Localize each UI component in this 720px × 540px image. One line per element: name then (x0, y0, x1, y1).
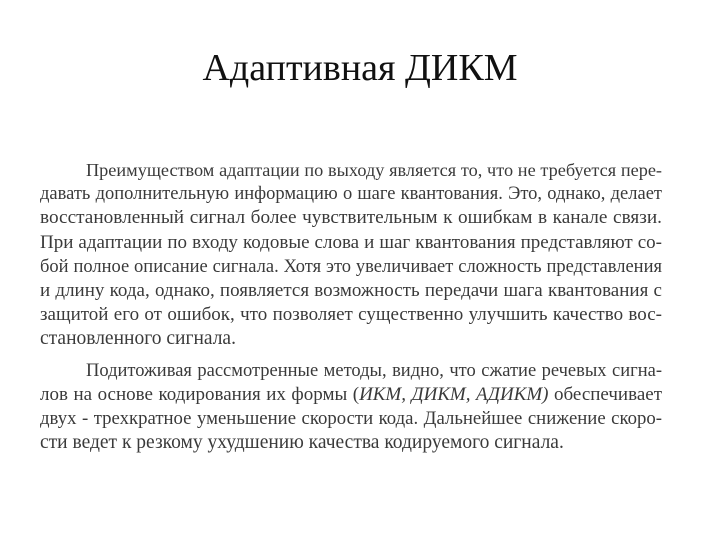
text-line: При адаптации по входу кодовые слова и шаг квантования представляют со- (40, 231, 662, 253)
text-line: давать дополнительную информацию о шаге квантования. Это, однако, делает (40, 184, 662, 205)
text-line: двух - трехкратное уменьшение скорости кода. Дальнейшее снижение скоро- (40, 407, 662, 429)
text-line: восстановленный сигнал более чувствительным к ошибкам в канале связи. (40, 207, 662, 229)
text-line: Подитоживая рассмотренные методы, видно, что сжатие речевых сигна- (86, 360, 662, 381)
text-segment: обеспечивает (548, 383, 662, 405)
slide-title: Адаптивная ДИКМ (202, 47, 518, 89)
text-line: бой полное описание сигнала. Хотя это увеличивает сложность представления (40, 256, 662, 277)
text-line: становленного сигнала. (40, 328, 236, 350)
text-line: Преимуществом адаптации по выходу является то, что не требуется пере- (86, 160, 662, 180)
body-text (40, 158, 662, 455)
italic-abbreviations: ИКМ, ДИКМ, АДИКМ) (359, 383, 549, 405)
text-line (40, 383, 662, 407)
text-segment: лов на основе кодирования их формы ( (40, 383, 360, 405)
paragraph-2 (40, 359, 662, 456)
paragraph-1 (40, 158, 662, 352)
text-line: защитой его от ошибок, что позволяет существенно улучшить качество вос- (40, 304, 662, 326)
text-line: сти ведет к резкому ухудшению качества кодируемого сигнала. (40, 432, 564, 454)
text-line: и длину кода, однако, появляется возможность передачи шага квантования с (40, 279, 662, 301)
